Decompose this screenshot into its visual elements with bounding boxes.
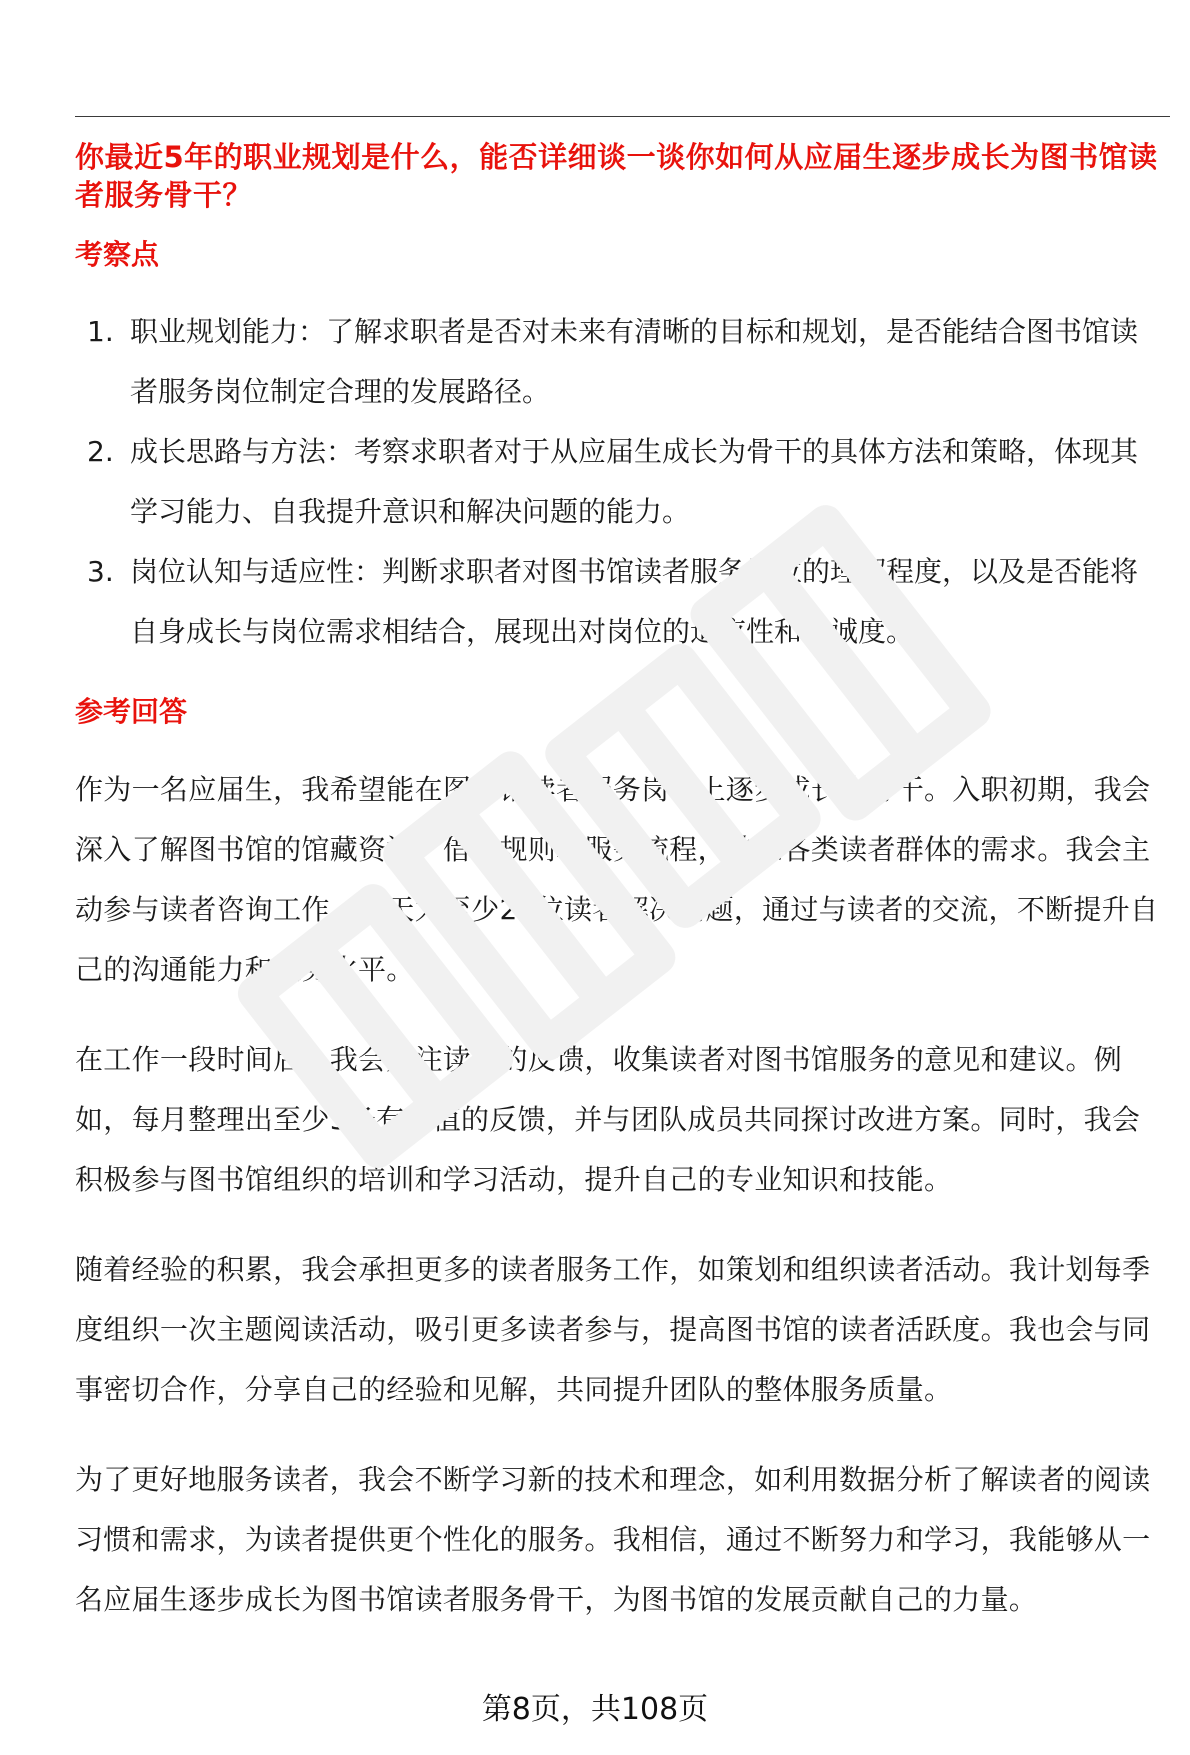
- focus-point-text: 职业规划能力：了解求职者是否对未来有清晰的目标和规划，是否能结合图书馆读者服务岗位制定合理的发展路径。: [130, 315, 1139, 408]
- question-title: 你最近5年的职业规划是什么，能否详细谈一谈你如何从应届生逐步成长为图书馆读者服务骨干？: [75, 140, 1158, 212]
- focus-point-number: 3.: [87, 555, 114, 588]
- top-divider: [75, 116, 1170, 117]
- focus-point-text: 成长思路与方法：考察求职者对于从应届生成长为骨干的具体方法和策略，体现其学习能力、自我提升意识和解决问题的能力。: [130, 435, 1139, 528]
- focus-point: [75, 302, 1165, 422]
- focus-point: [75, 422, 1165, 542]
- page-footer: 第8页，共108页: [481, 1692, 709, 1727]
- focus-heading: 考察点: [75, 238, 160, 271]
- answer-body: [75, 760, 1165, 1660]
- answer-paragraph: 在工作一段时间后，我会关注读者的反馈，收集读者对图书馆服务的意见和建议。例如，每月整理出至少5条有价值的反馈，并与团队成员共同探讨改进方案。同时，我会积极参与图书馆组织的培训和学习活动，提升自己的专业知识和技能。: [75, 1043, 1141, 1196]
- answer-heading: 参考回答: [75, 695, 188, 728]
- answer-paragraph: 为了更好地服务读者，我会不断学习新的技术和理念，如利用数据分析了解读者的阅读习惯和需求，为读者提供更个性化的服务。我相信，通过不断努力和学习，我能够从一名应届生逐步成长为图书馆读者服务骨干，为图书馆的发展贡献自己的力量。: [75, 1463, 1151, 1616]
- answer-paragraph: 随着经验的积累，我会承担更多的读者服务工作，如策划和组织读者活动。我计划每季度组织一次主题阅读活动，吸引更多读者参与，提高图书馆的读者活跃度。我也会与同事密切合作，分享自己的经验和见解，共同提升团队的整体服务质量。: [75, 1253, 1151, 1406]
- focus-point-text: 岗位认知与适应性：判断求职者对图书馆读者服务岗位的理解程度，以及是否能将自身成长与岗位需求相结合，展现出对岗位的适应性和忠诚度。: [130, 555, 1139, 648]
- focus-point-number: 2.: [87, 435, 114, 468]
- focus-point-number: 1.: [87, 315, 114, 348]
- focus-point: [75, 542, 1165, 662]
- focus-points-list: [75, 302, 1165, 662]
- answer-paragraph: 作为一名应届生，我希望能在图书馆读者服务岗位上逐步成长为骨干。入职初期，我会深入了解图书馆的馆藏资源、借阅规则和服务流程，熟悉各类读者群体的需求。我会主动参与读者咨询工作，每天为至少20位读者解决问题，通过与读者的交流，不断提升自己的沟通能力和服务水平。: [75, 773, 1159, 986]
